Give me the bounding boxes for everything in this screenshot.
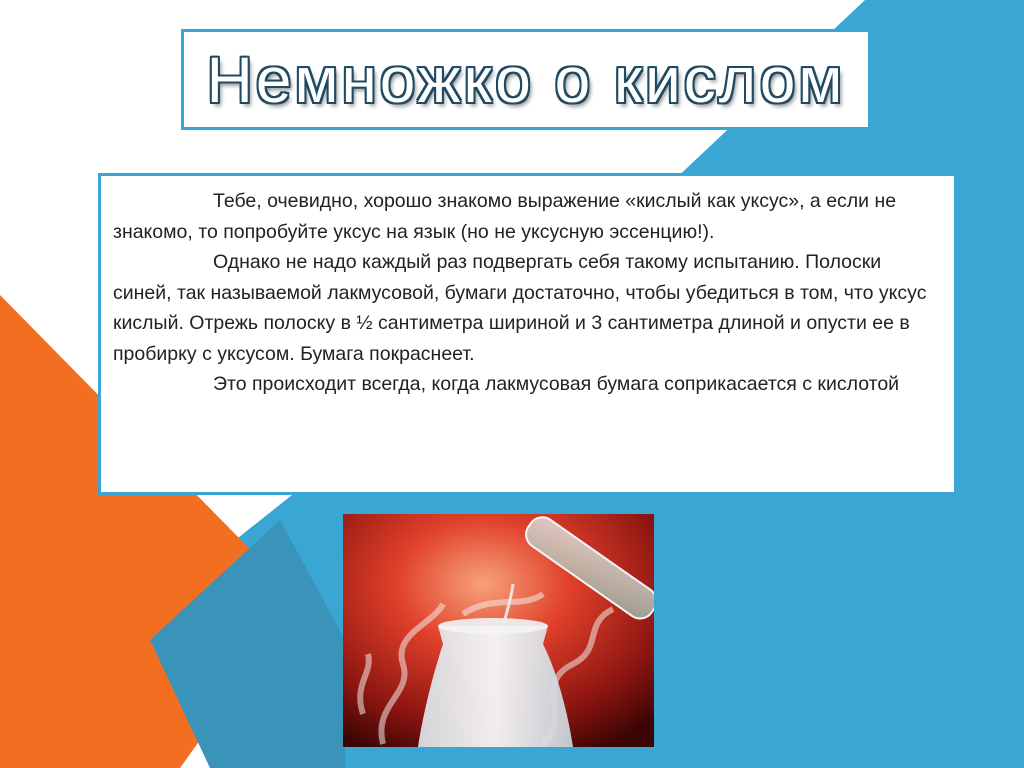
paragraph-2: Однако не надо каждый раз подвергать себя такому испытанию. Полоски синей, так называемой лакмусовой, бумаги достаточно, чтобы убедиться в том, что уксус кислый. Отрежь полоску в ½ сантиметра шириной и 3 сантиметра длиной и опусти ее в пробирку с уксусом. Бумага покраснеет. [113,251,927,365]
body-text-box [98,173,957,495]
slide-title: Немножко о кислом [206,43,846,116]
acid-pouring-photo [343,514,654,747]
beaker-rim [438,618,548,634]
title-box [181,29,871,130]
paragraph-3: Это происходит всегда, когда лакмусовая бумага соприкасается с кислотой [213,373,900,395]
paragraph-1: Тебе, очевидно, хорошо знакомо выражение «кислый как уксус», а если не знакомо, то попробуйте уксус на язык (но не уксусную эссенцию!). [113,190,897,243]
